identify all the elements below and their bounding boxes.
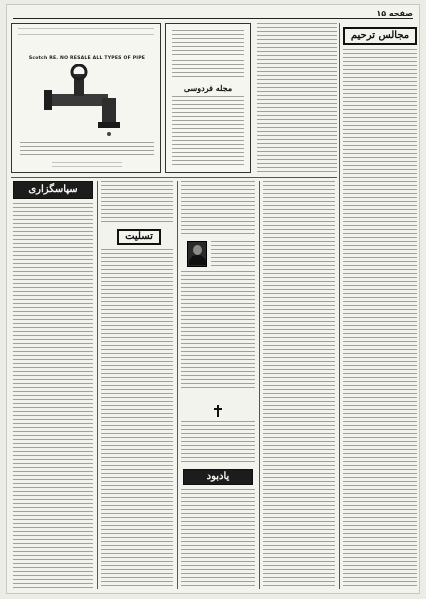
page-number: صفحه ۱۵	[376, 9, 413, 18]
faucet-icon	[42, 64, 132, 136]
column-rule	[259, 181, 260, 589]
obituaries-heading	[343, 27, 417, 45]
condolence-intro	[101, 181, 173, 225]
ad-text-block	[172, 96, 244, 168]
memorial-notice	[181, 271, 255, 391]
magazine-ad	[165, 23, 251, 173]
portrait-notice-text	[181, 181, 255, 237]
masthead	[13, 9, 413, 19]
obituaries-heading-text: مجالس ترحیم	[350, 30, 410, 41]
column-rule	[339, 23, 340, 589]
column-rule	[97, 181, 98, 589]
condolence-column	[101, 249, 173, 589]
gratitude-column	[13, 203, 93, 589]
memorial-heading	[183, 469, 253, 485]
gratitude-heading-text: سپاسگزاری	[28, 184, 78, 195]
ad-text-block	[18, 28, 154, 32]
magazine-title: مجله فردوسی	[183, 83, 233, 93]
newspaper-page	[6, 4, 420, 594]
condolence-heading	[117, 229, 161, 245]
deceased-portrait	[187, 241, 207, 267]
scotch-latin-line: Scotch RE. NO RESALE ALL TYPES OF PIPE	[28, 56, 146, 61]
notice-column	[257, 23, 337, 173]
column-rule	[177, 181, 178, 589]
condolence-heading-text: تسلیت	[125, 231, 153, 242]
notices-column	[263, 181, 335, 589]
section-rule	[11, 177, 337, 178]
ad-text-block	[18, 34, 154, 38]
ad-text-block	[20, 142, 154, 158]
scotch-ad	[11, 23, 161, 173]
ad-text-block	[52, 162, 122, 170]
ad-text-block	[172, 30, 244, 58]
obituaries-column	[343, 49, 417, 589]
cross-icon	[214, 405, 222, 417]
memorial-column	[181, 489, 255, 589]
portrait-caption	[211, 241, 255, 267]
ad-text-block	[172, 60, 244, 80]
memorial-notice	[181, 421, 255, 465]
gratitude-heading	[13, 181, 93, 199]
memorial-heading-text: یادبود	[206, 471, 230, 482]
